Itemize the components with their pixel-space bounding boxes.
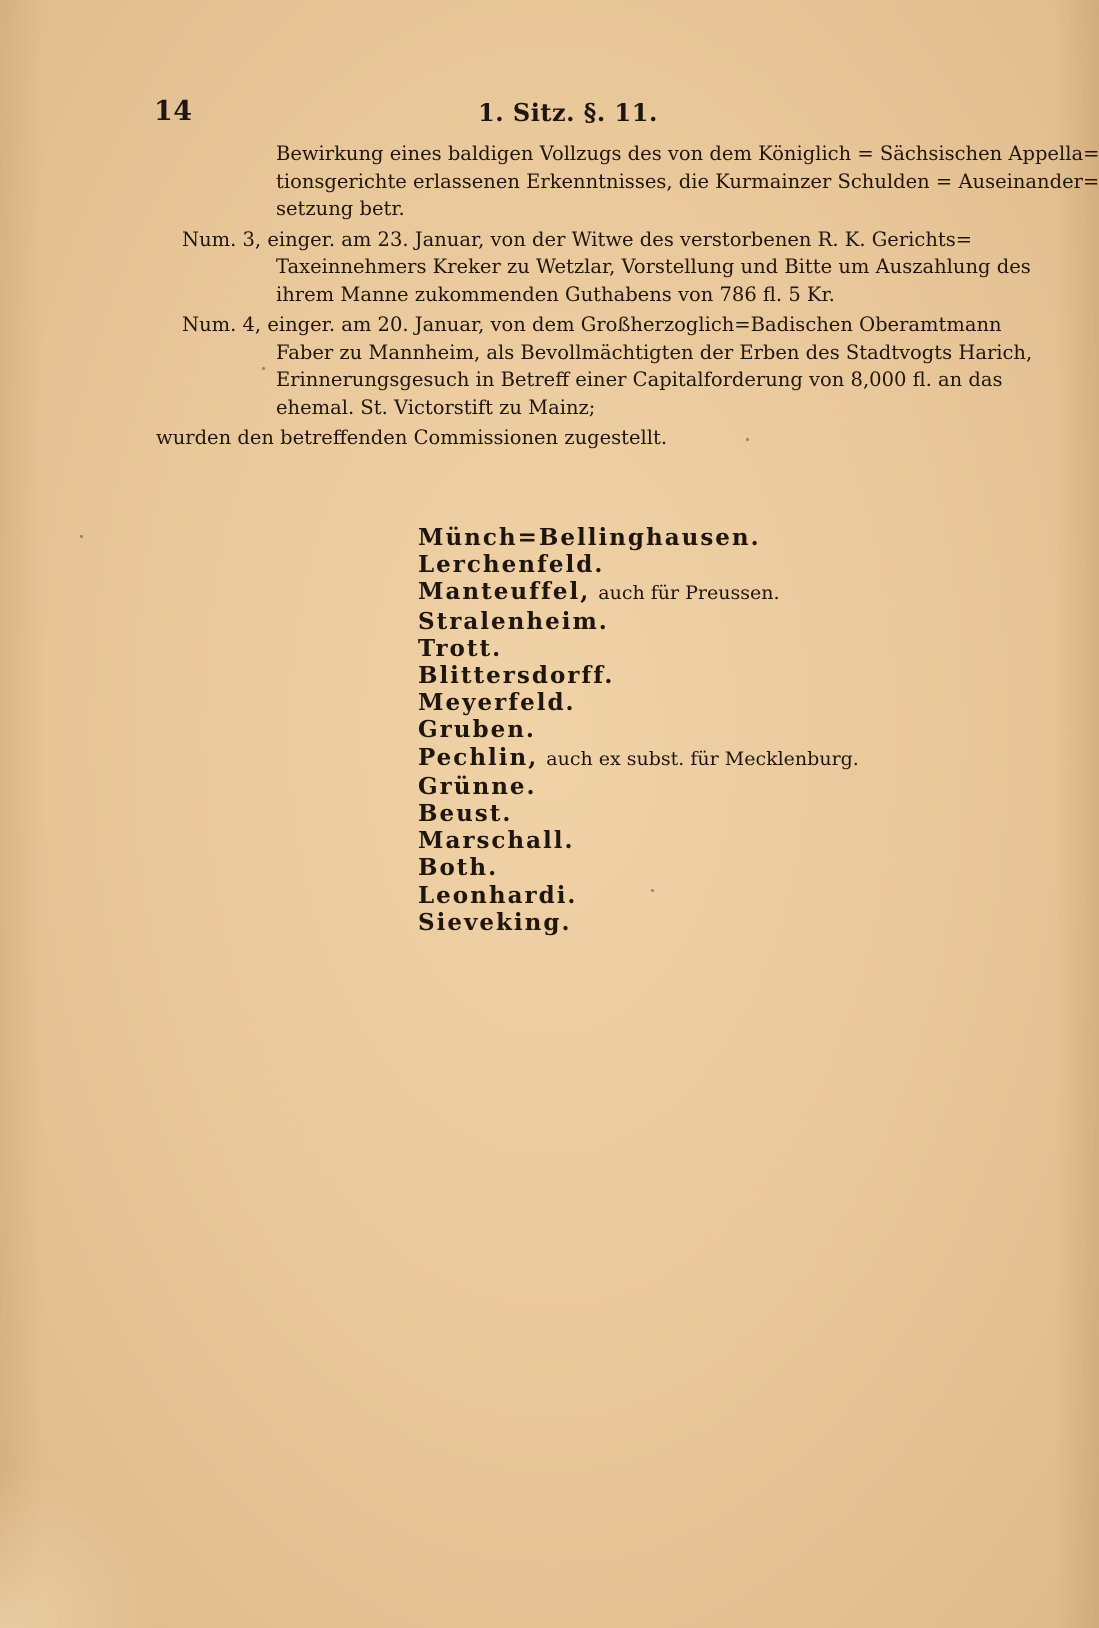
signatory-name: Sieveking. — [418, 908, 572, 936]
signatory-row — [418, 827, 859, 854]
signatory-name: Stralenheim. — [418, 607, 609, 635]
signatory-row — [418, 716, 859, 743]
signatory-name: Blittersdorff. — [418, 662, 615, 690]
text-line: Erinnerungsgesuch in Betreff einer Capitalforderung von 8,000 fl. an das — [276, 368, 1003, 391]
intro-paragraph — [156, 140, 1099, 223]
signatory-row — [418, 744, 859, 773]
signatory-row — [418, 608, 859, 635]
signatory-row — [418, 909, 859, 936]
text-line: Num. 3, einger. am 23. Januar, von der Witwe des verstorbenen R. K. Gerichts= — [182, 227, 973, 251]
signatory-name: Marschall. — [418, 827, 575, 855]
text-line: setzung betr. — [276, 197, 405, 220]
signatory-name: Gruben. — [418, 716, 536, 744]
signatory-row — [418, 551, 859, 578]
paper-speck — [262, 367, 265, 370]
signatory-row — [418, 524, 859, 551]
paper-speck — [80, 535, 83, 538]
entry-num-4 — [156, 311, 1033, 421]
text-line: ehemal. St. Victorstift zu Mainz; — [276, 395, 596, 419]
page-number: 14 — [154, 96, 193, 127]
signatory-name: Meyerfeld. — [418, 689, 576, 717]
closing-line: wurden den betreffenden Commissionen zugestellt. — [156, 426, 668, 449]
signatory-row — [418, 635, 859, 662]
signatory-name: Manteuffel, — [418, 578, 591, 606]
signatory-row — [418, 689, 859, 716]
signatory-row — [418, 800, 859, 827]
entry-num-3 — [156, 226, 1031, 309]
signatory-row — [418, 882, 859, 909]
body-text — [156, 140, 1099, 452]
paper-wear — [0, 1468, 160, 1628]
signatory-name: Beust. — [418, 800, 513, 828]
paper-speck — [746, 438, 749, 441]
signatory-list — [418, 524, 859, 936]
signatory-row — [418, 662, 859, 689]
running-head: 1. Sitz. §. 11. — [478, 98, 658, 127]
text-line: Num. 4, einger. am 20. Januar, von dem Großherzoglich=Badischen Oberamtmann — [182, 313, 1002, 336]
signatory-note: auch für Preussen. — [598, 582, 780, 605]
text-line: Bewirkung eines baldigen Vollzugs des von dem Königlich = Sächsischen Appella= — [276, 142, 1099, 165]
signatory-row — [418, 578, 859, 607]
signatory-note: auch ex subst. für Mecklenburg. — [546, 747, 859, 770]
text-line: Taxeinnehmers Kreker zu Wetzlar, Vorstellung und Bitte um Auszahlung des — [276, 255, 1031, 278]
signatory-name: Münch=Bellinghausen. — [418, 524, 761, 551]
text-line: Faber zu Mannheim, als Bevollmächtigten der Erben des Stadtvogts Harich, — [276, 340, 1033, 364]
signatory-name: Leonhardi. — [418, 881, 578, 909]
signatory-name: Both. — [418, 854, 499, 882]
signatory-name: Grünne. — [418, 772, 537, 800]
text-line: tionsgerichte erlassenen Erkenntnisses, die Kurmainzer Schulden = Auseinander= — [276, 169, 1099, 193]
signatory-row — [418, 773, 859, 800]
text-line: ihrem Manne zukommenden Guthabens von 786 fl. 5 Kr. — [276, 282, 835, 306]
signatory-row — [418, 854, 859, 881]
signatory-name: Pechlin, — [418, 743, 539, 771]
signatory-name: Trott. — [418, 634, 503, 662]
paper-speck — [651, 889, 654, 892]
signatory-name: Lerchenfeld. — [418, 551, 605, 579]
